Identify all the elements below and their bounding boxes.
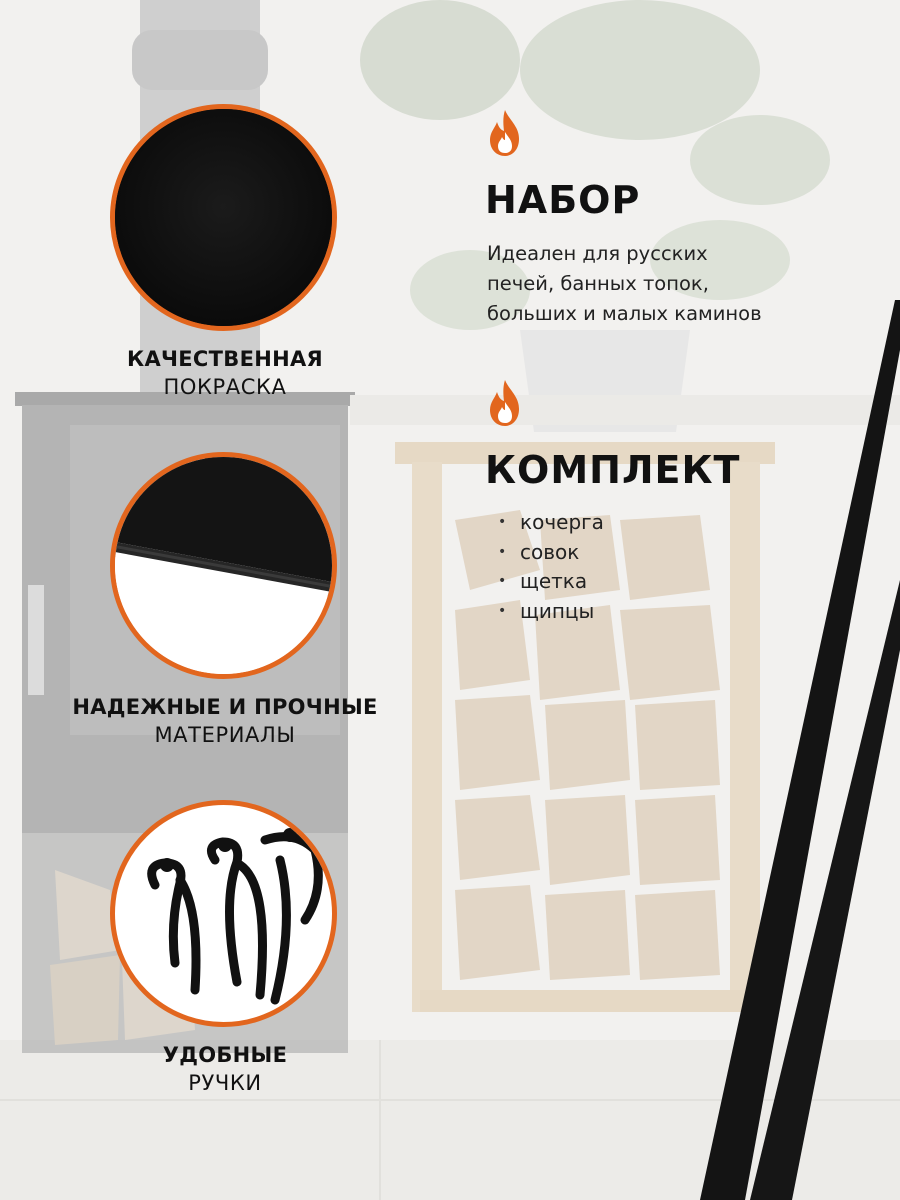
feature-handles-subtitle: РУЧКИ	[188, 1071, 262, 1095]
feature-materials-caption	[30, 695, 420, 747]
feature-handles-title: УДОБНЫЕ	[162, 1043, 288, 1067]
list-item: • совок	[492, 538, 604, 568]
paint-texture-image	[110, 104, 337, 331]
list-item: • щипцы	[492, 597, 604, 627]
handles-image	[110, 800, 337, 1027]
fire-icon	[485, 108, 525, 158]
list-item: • щетка	[492, 567, 604, 597]
kit-heading: КОМПЛЕКТ	[485, 448, 741, 492]
feature-handles-caption	[60, 1043, 390, 1095]
feature-paint-title: КАЧЕСТВЕННАЯ	[127, 347, 323, 371]
feature-materials-subtitle: МАТЕРИАЛЫ	[154, 723, 296, 747]
set-description-line-3: больших и малых каминов	[487, 302, 762, 326]
set-description	[487, 239, 847, 330]
feature-materials-title: НАДЕЖНЫЕ И ПРОЧНЫЕ	[72, 695, 378, 719]
set-description-line-1: Идеален для русских	[487, 242, 708, 265]
feature-paint-subtitle: ПОКРАСКА	[163, 375, 287, 399]
kit-items-list	[492, 508, 604, 626]
fire-icon	[485, 378, 525, 428]
set-heading: НАБОР	[485, 178, 641, 222]
set-description-line-2: печей, банных топок,	[487, 272, 709, 296]
list-item: • кочерга	[492, 508, 604, 538]
feature-paint-caption	[60, 347, 390, 399]
metal-edge-image	[110, 452, 337, 679]
